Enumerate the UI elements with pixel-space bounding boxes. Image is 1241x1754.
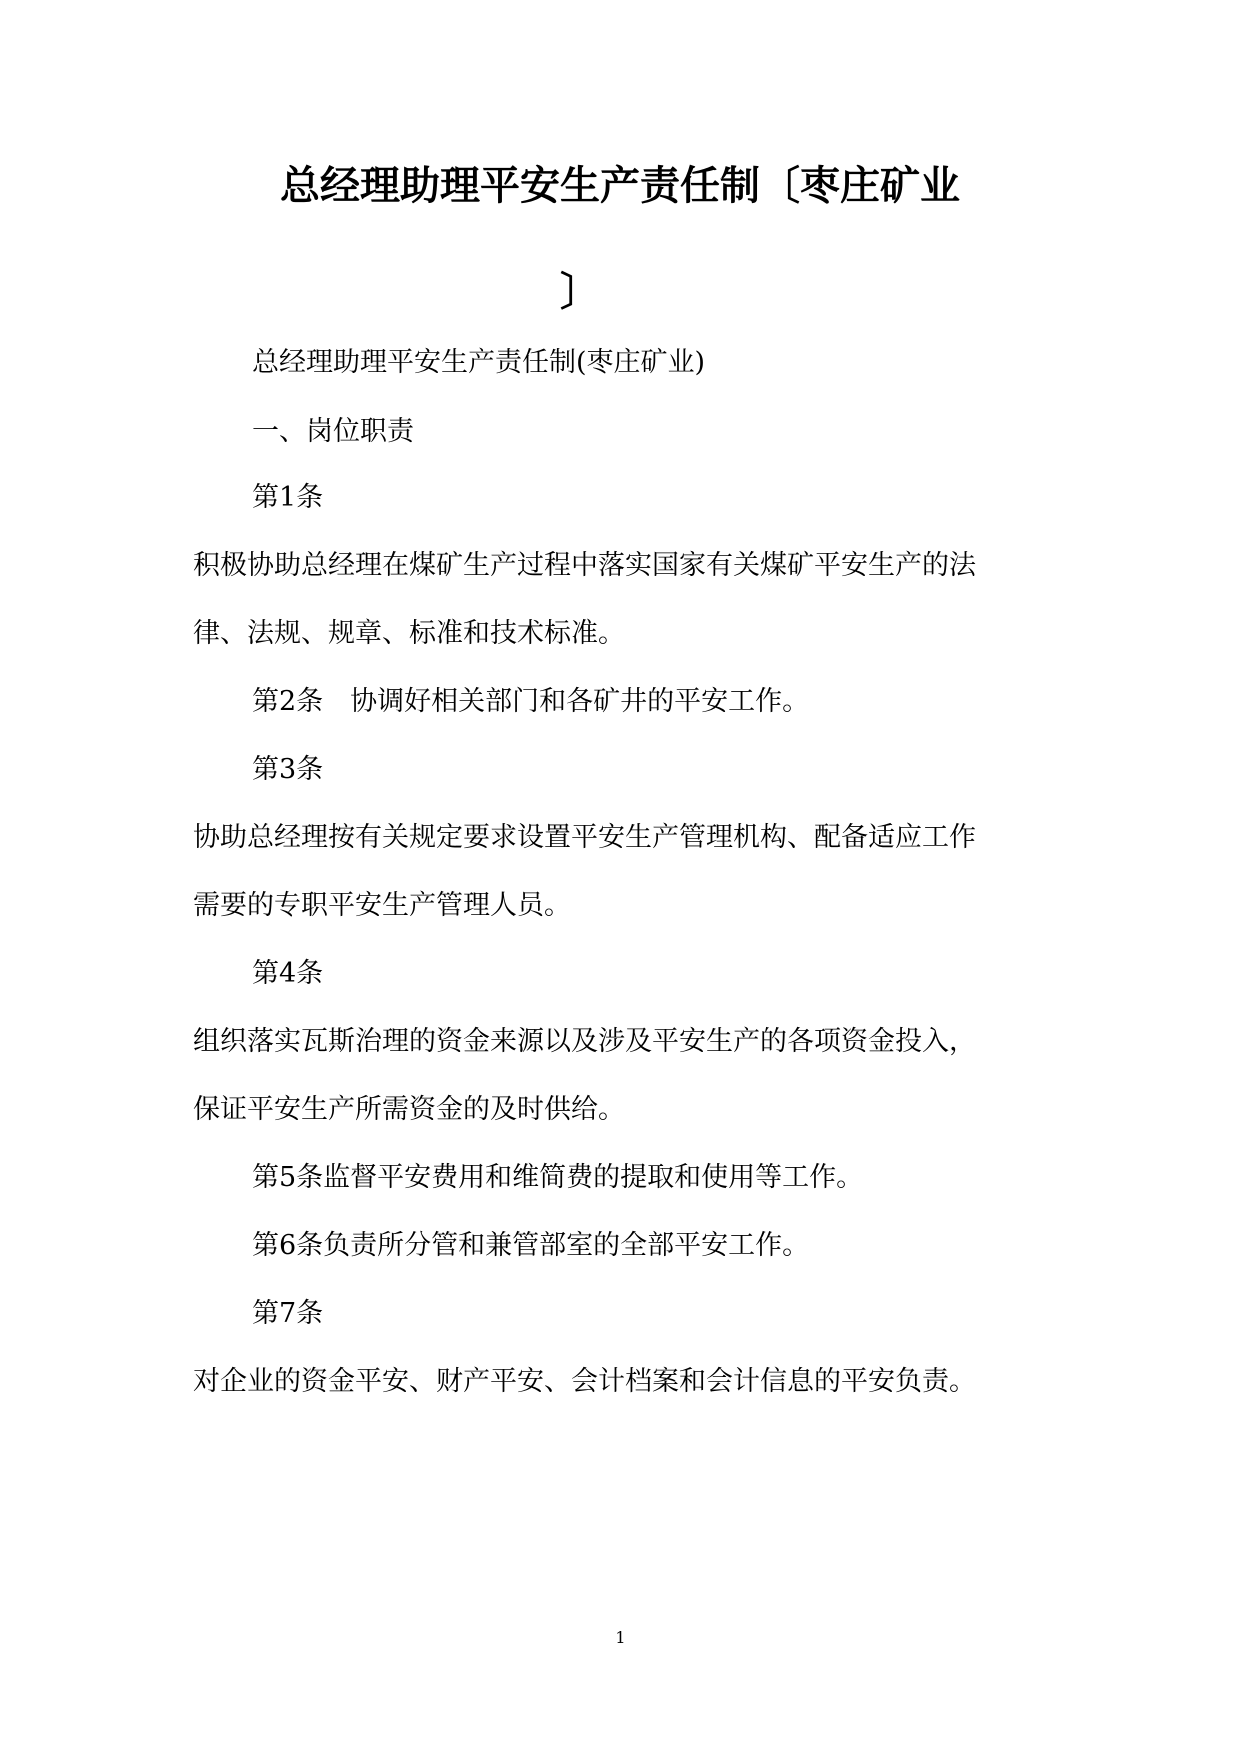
article-4-label: 第4条 [252, 958, 324, 989]
article-1-label: 第1条 [252, 482, 324, 513]
article-4-text-line-2: 保证平安生产所需资金的及时供给。 [193, 1094, 625, 1125]
article-3-text-line-1: 协助总经理按有关规定要求设置平安生产管理机构、配备适应工作 [193, 822, 976, 853]
article-3-text-line-2: 需要的专职平安生产管理人员。 [193, 890, 571, 921]
page-number: 1 [615, 1628, 626, 1647]
article-1-text-line-1: 积极协助总经理在煤矿生产过程中落实国家有关煤矿平安生产的法 [193, 550, 976, 581]
article-7-label: 第7条 [252, 1298, 324, 1329]
section-heading: 一、岗位职责 [252, 416, 414, 447]
document-title-line-1: 总经理助理平安生产责任制〔枣庄矿业 [280, 163, 960, 209]
article-3-label: 第3条 [252, 754, 324, 785]
article-1-text-line-2: 律、法规、规章、标准和技术标准。 [193, 618, 625, 649]
article-7-text-line-1: 对企业的资金平安、财产平安、会计档案和会计信息的平安负责。 [193, 1366, 976, 1397]
document-subtitle: 总经理助理平安生产责任制(枣庄矿业) [252, 347, 706, 378]
document-title-line-2: 〕 [560, 269, 600, 315]
article-4-text-line-1: 组织落实瓦斯治理的资金来源以及涉及平安生产的各项资金投入， [193, 1026, 976, 1057]
article-2: 第2条 协调好相关部门和各矿井的平安工作。 [252, 686, 810, 717]
article-5: 第5条监督平安费用和维简费的提取和使用等工作。 [252, 1162, 864, 1193]
article-6: 第6条负责所分管和兼管部室的全部平安工作。 [252, 1230, 810, 1261]
